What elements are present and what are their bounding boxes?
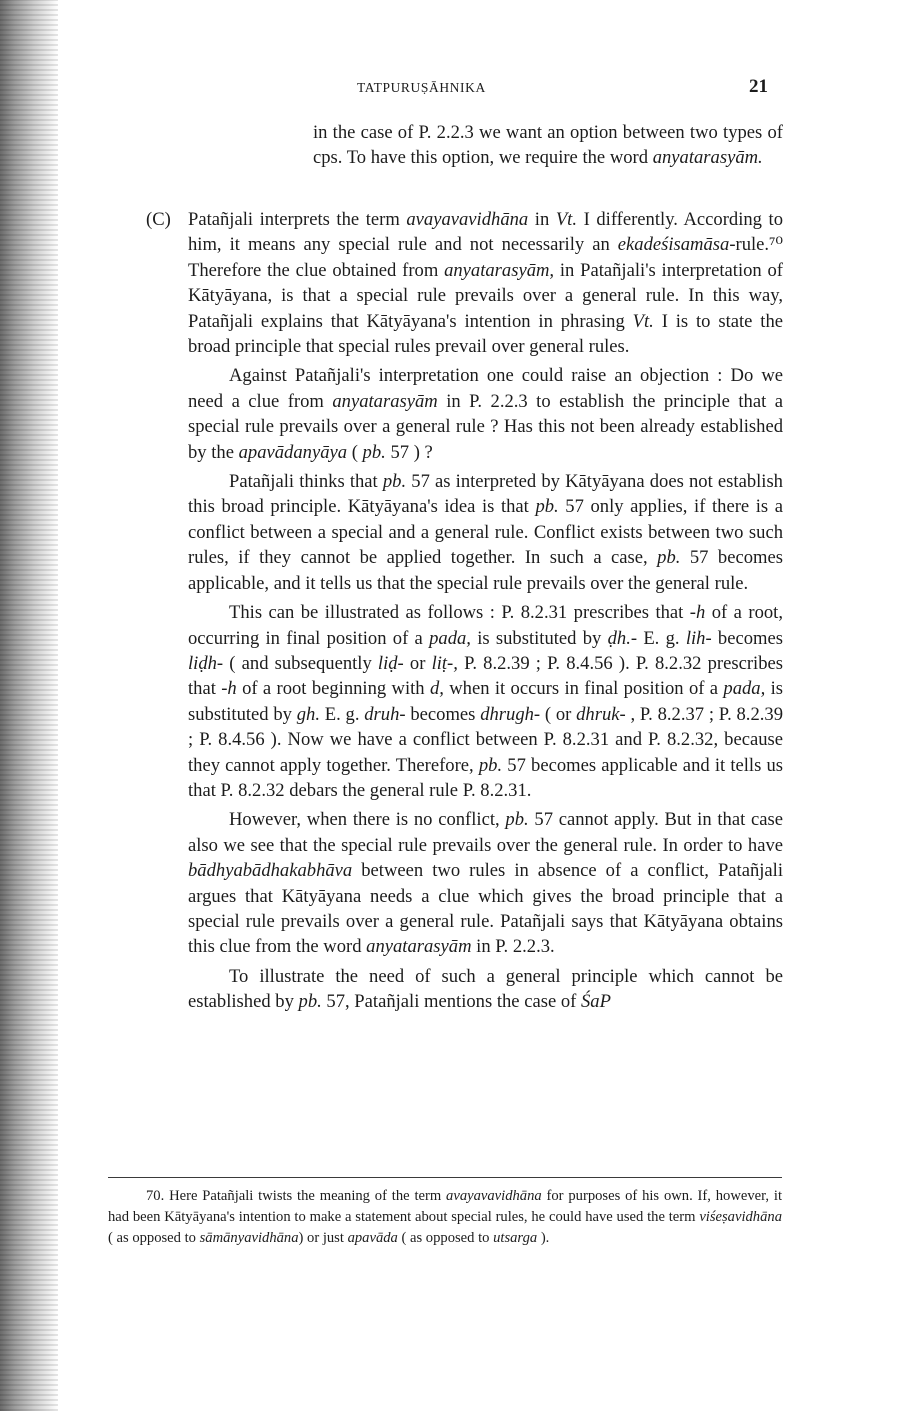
- section-c-body: [188, 207, 783, 1015]
- paragraph-5: However, when there is no conflict, pb. 57 cannot apply. But in that case also we see that the special rule prevails over the general rule. In order to have bādhyabādhakabhāva between two rules in absence of a conflict, Patañjali argues that Kātyāyana needs a clue which gives the broad principle that a special rule prevails over a general rule. Patañjali says that Kātyāyana obtains this clue from the word anyatarasyām in P. 2.2.3.: [188, 809, 783, 958]
- footnote-divider: [108, 1177, 782, 1178]
- section-marker: (C): [146, 209, 171, 230]
- footnote-number: 70.: [146, 1188, 165, 1204]
- paragraph-1: Patañjali interprets the term avayavavidhāna in Vt. I differently. According to him, it means any special rule and not necessarily an ekadeśisamāsa-rule.⁷⁰ Therefore the clue obtained from anyatarasyām, in Patañjali's interpretation of Kātyāyana, is that a special rule prevails over a general rule. In this way, Patañjali explains that Kātyāyana's intention in phrasing Vt. I is to state the broad principle that special rules prevail over general rules.: [188, 209, 783, 358]
- page-number: 21: [749, 76, 768, 97]
- book-spine-shadow: [0, 0, 58, 1411]
- paragraph-3: Patañjali thinks that pb. 57 as interpreted by Kātyāyana does not establish this broad principle. Kātyāyana's idea is that pb. 57 only applies, if there is a conflict between a special and a general rule. Conflict exists between two such rules, if they cannot be applied together. In such a case, pb. 57 becomes applicable, and it tells us that the special rule prevails over the general rule.: [188, 471, 783, 594]
- paragraph-4: This can be illustrated as follows : P. 8.2.31 prescribes that -h of a root, occurring in final position of a pada, is substituted by ḍh.- E. g. lih- becomes liḍh- ( and subsequently liḍ- or liṭ-, P. 8.2.39 ; P. 8.4.56 ). P. 8.2.32 prescribes that -h of a root beginning with d, when it occurs in final position of a pada, is substituted by gh. E. g. druh- becomes dhrugh- ( or dhruk- , P. 8.2.37 ; P. 8.2.39 ; P. 8.4.56 ). Now we have a conflict between P. 8.2.31 and P. 8.2.32, because they cannot apply together. Therefore, pb. 57 becomes applicable and it tells us that P. 8.2.32 debars the general rule P. 8.2.31.: [188, 602, 783, 801]
- page-header: [0, 76, 897, 100]
- paragraph-6: To illustrate the need of such a general principle which cannot be established by pb. 57, Patañjali mentions the case of ŚaP: [188, 965, 783, 1013]
- paragraph-2: Against Patañjali's interpretation one could raise an objection : Do we need a clue from anyatarasyām in P. 2.2.3 to establish the principle that a special rule prevails over a general rule ? Has this not been already established by the apavādanyāya ( pb. 57 ) ?: [188, 365, 783, 463]
- continuation-paragraph: in the case of P. 2.2.3 we want an option between two types of cps. To have this option, we require the word anyatarasyām.: [313, 122, 783, 169]
- running-title: TATPURUṢĀHNIKA: [357, 80, 486, 95]
- footnote-70: 70. Here Patañjali twists the meaning of the term avayavavidhāna for purposes of his own. If, however, it had been Kātyāyana's intention to make a statement about special rules, he could have used the term viśeṣavidhāna ( as opposed to sāmānyavidhāna) or just apavāda ( as opposed to utsarga ).: [108, 1188, 783, 1246]
